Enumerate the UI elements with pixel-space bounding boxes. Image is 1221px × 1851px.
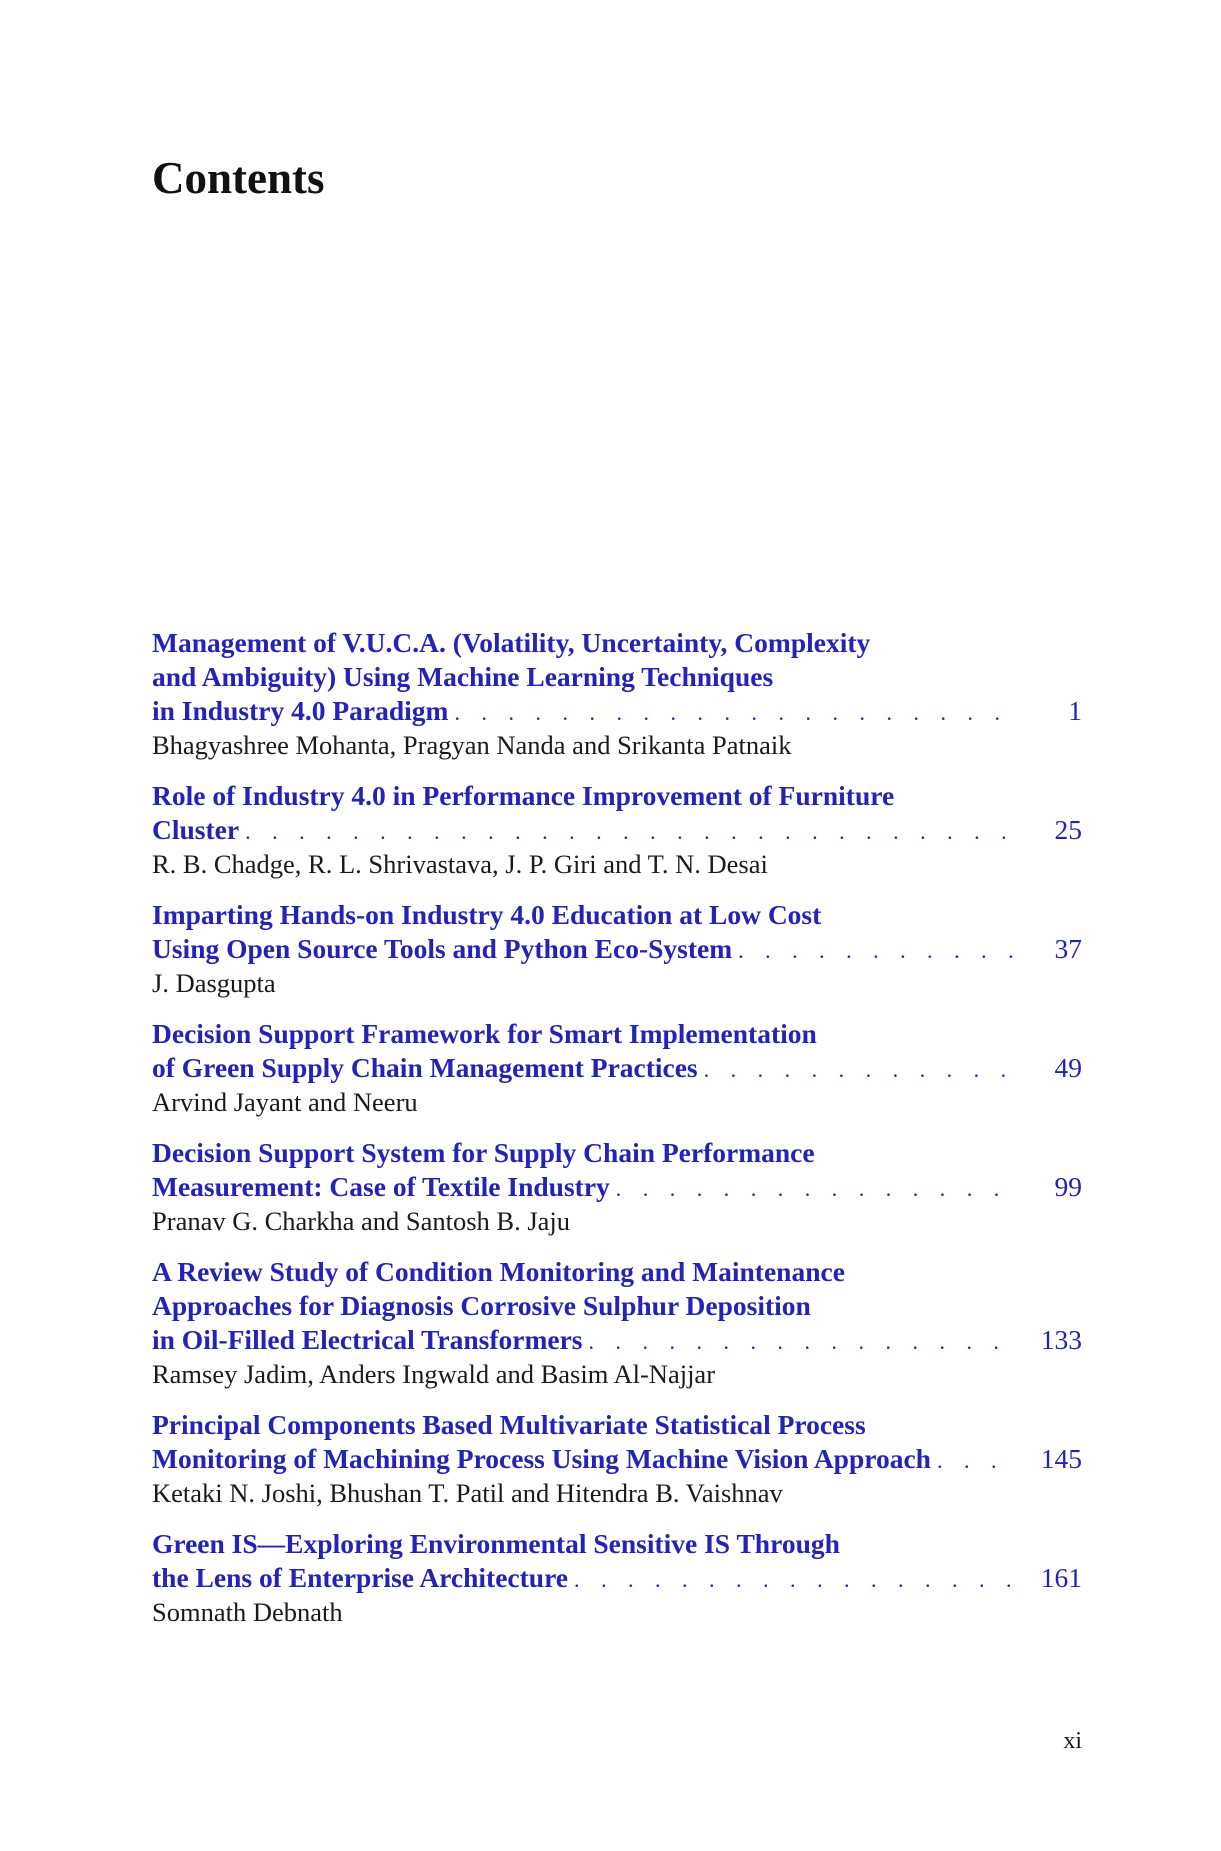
dot-leader bbox=[698, 1053, 1016, 1087]
toc-entry-authors: R. B. Chadge, R. L. Shrivastava, J. P. Giri and T. N. Desai bbox=[152, 849, 768, 879]
toc-entry-title-text[interactable]: in Oil-Filled Electrical Transformers bbox=[152, 1324, 583, 1355]
toc-entry-title-line[interactable]: Approaches for Diagnosis Corrosive Sulphur Deposition bbox=[152, 1290, 811, 1321]
page-title: Contents bbox=[152, 153, 325, 203]
toc-entry-title-line[interactable]: Principal Components Based Multivariate Statistical Process bbox=[152, 1409, 866, 1440]
toc-entry-title-text[interactable]: of Green Supply Chain Management Practices bbox=[152, 1052, 698, 1083]
toc-entry-title-text[interactable]: Monitoring of Machining Process Using Machine Vision Approach bbox=[152, 1443, 931, 1474]
toc-entry-title-text[interactable]: Measurement: Case of Textile Industry bbox=[152, 1171, 610, 1202]
toc-entry[interactable] bbox=[152, 1255, 1082, 1391]
toc-entry-title-line[interactable]: A Review Study of Condition Monitoring and Maintenance bbox=[152, 1256, 845, 1287]
dot-leader bbox=[583, 1325, 1017, 1359]
toc-entry-title-line[interactable]: Decision Support System for Supply Chain Performance bbox=[152, 1137, 815, 1168]
toc-entry-title-text[interactable]: in Industry 4.0 Paradigm bbox=[152, 695, 449, 726]
toc-entry-page-number[interactable]: 37 bbox=[1054, 933, 1082, 964]
dot-leader bbox=[239, 815, 1016, 849]
toc-entry[interactable] bbox=[152, 898, 1082, 1000]
toc-entry-title-text[interactable]: the Lens of Enterprise Architecture bbox=[152, 1562, 568, 1593]
table-of-contents bbox=[152, 626, 1082, 1646]
toc-entry-page-number[interactable]: 99 bbox=[1054, 1171, 1082, 1202]
toc-entry-title-text[interactable]: Cluster bbox=[152, 814, 240, 845]
toc-entry-title-line[interactable]: Imparting Hands-on Industry 4.0 Education at Low Cost bbox=[152, 899, 822, 930]
dot-leader bbox=[931, 1444, 1016, 1478]
toc-entry-title-line[interactable]: Green IS—Exploring Environmental Sensitive IS Through bbox=[152, 1528, 840, 1559]
toc-entry-page-number[interactable]: 25 bbox=[1054, 814, 1082, 845]
dot-leader bbox=[610, 1172, 1016, 1206]
toc-entry-authors: J. Dasgupta bbox=[152, 968, 276, 998]
toc-entry-title-line[interactable] bbox=[152, 813, 1082, 847]
page-number-folio: xi bbox=[1063, 1728, 1082, 1754]
toc-entry-title-line[interactable] bbox=[152, 1170, 1082, 1204]
toc-entry-title-text[interactable]: Using Open Source Tools and Python Eco-System bbox=[152, 933, 733, 964]
toc-entry-page-number[interactable]: 145 bbox=[1040, 1443, 1082, 1474]
toc-entry[interactable] bbox=[152, 779, 1082, 881]
toc-entry-title-line[interactable]: Decision Support Framework for Smart Implementation bbox=[152, 1018, 817, 1049]
toc-entry[interactable] bbox=[152, 1136, 1082, 1238]
toc-entry-page-number[interactable]: 133 bbox=[1040, 1324, 1082, 1355]
toc-entry-authors: Ketaki N. Joshi, Bhushan T. Patil and Hitendra B. Vaishnav bbox=[152, 1478, 783, 1508]
toc-entry-title-line[interactable]: Role of Industry 4.0 in Performance Improvement of Furniture bbox=[152, 780, 895, 811]
toc-entry[interactable] bbox=[152, 1017, 1082, 1119]
toc-entry-authors: Somnath Debnath bbox=[152, 1597, 343, 1627]
toc-entry-title-line[interactable] bbox=[152, 1323, 1082, 1357]
toc-entry-title-line[interactable]: and Ambiguity) Using Machine Learning Techniques bbox=[152, 661, 774, 692]
toc-entry-page-number[interactable]: 1 bbox=[1068, 695, 1082, 726]
toc-entry[interactable] bbox=[152, 1527, 1082, 1629]
toc-entry-title-line[interactable] bbox=[152, 694, 1082, 728]
toc-entry-authors: Pranav G. Charkha and Santosh B. Jaju bbox=[152, 1206, 571, 1236]
toc-entry-title-line[interactable] bbox=[152, 932, 1082, 966]
toc-entry-title-line[interactable] bbox=[152, 1051, 1082, 1085]
toc-entry-authors: Bhagyashree Mohanta, Pragyan Nanda and Srikanta Patnaik bbox=[152, 730, 792, 760]
toc-entry-page-number[interactable]: 161 bbox=[1040, 1562, 1082, 1593]
dot-leader bbox=[732, 934, 1016, 968]
toc-entry-authors: Ramsey Jadim, Anders Ingwald and Basim Al-Najjar bbox=[152, 1359, 716, 1389]
toc-entry[interactable] bbox=[152, 626, 1082, 762]
dot-leader bbox=[568, 1563, 1016, 1597]
toc-entry-title-line[interactable] bbox=[152, 1561, 1082, 1595]
toc-entry-title-line[interactable]: Management of V.U.C.A. (Volatility, Uncertainty, Complexity bbox=[152, 627, 871, 658]
toc-entry[interactable] bbox=[152, 1408, 1082, 1510]
toc-entry-title-line[interactable] bbox=[152, 1442, 1082, 1476]
toc-entry-authors: Arvind Jayant and Neeru bbox=[152, 1087, 418, 1117]
dot-leader bbox=[448, 696, 1016, 730]
toc-entry-page-number[interactable]: 49 bbox=[1054, 1052, 1082, 1083]
